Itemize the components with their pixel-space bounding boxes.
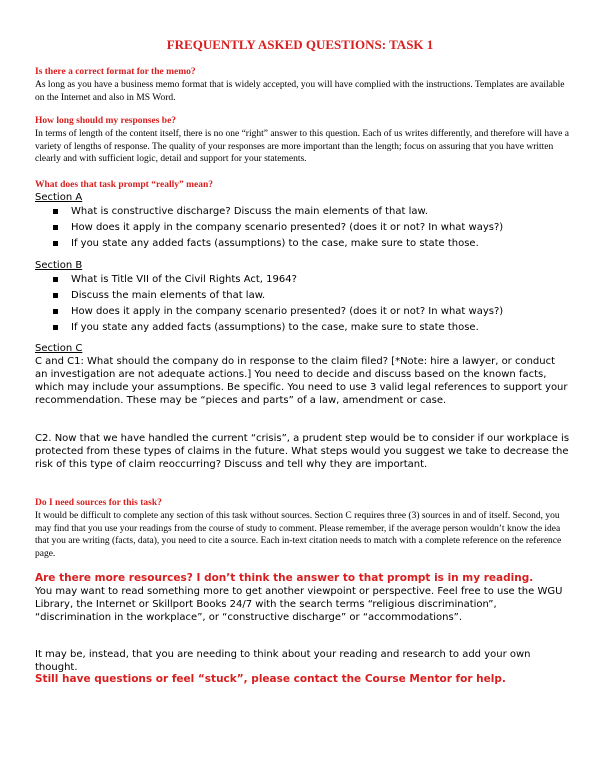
followup-text: It may be, instead, that you are needing to think about your reading and research to add your own thought. (35, 649, 531, 673)
list-item: Discuss the main elements of that law. (51, 288, 503, 304)
list-item: How does it apply in the company scenario presented? (does it or not? In what ways?) (51, 220, 503, 236)
list-item: What is Title VII of the Civil Rights Act, 1964? (51, 272, 503, 288)
list-item: If you state any added facts (assumptions) to the case, make sure to state those. (51, 236, 503, 252)
answer-length: In terms of length of the content itself, there is no one “right” answer to this question. Each of us writes differently, and therefore will have a variety of lengths of response. The quality of your responses are more important than the length; focus on assuring that you have written clearly and with sufficient logic, detail and support for your statements. (35, 129, 569, 164)
section-c1-text: C and C1: What should the company do in response to the claim filed? [*Note: hire a lawyer, or conduct an investigation are not adequate actions.] You need to decide and discuss based on the known facts, which may include your assumptions. Be specific. You need to use 3 valid legal references to support your recommendation. These may be “pieces and parts” of a law, amendment or case. (35, 356, 568, 406)
answer-format: As long as you have a business memo format that is widely accepted, you will have complied with the instructions. Templates are available on the Internet and also in MS Word. (35, 80, 565, 103)
page-title: FREQUENTLY ASKED QUESTIONS: TASK 1 (166, 37, 434, 52)
list-item: If you state any added facts (assumptions) to the case, make sure to state those. (51, 320, 503, 336)
bullet-square-icon (53, 325, 58, 330)
section-a-list (51, 204, 503, 252)
answer-resources: You may want to read something more to get another viewpoint or perspective. Feel free to use the WGU Library, the Internet or Skillport Books 24/7 with the search terms “religious discrimination”, “discrimination in the workplace”, or “constructive discharge” or “accommodations”. (35, 586, 563, 623)
section-b-list (51, 272, 503, 336)
answer-sources: It would be difficult to complete any section of this task without sources. Section C requires three (3) sources in and of itself. Second, you may find that you use your readings from the course of study to comment. Please remember, if the average person wouldn’t know the idea that you are writing (facts, data), you need to cite a source. Each in-text citation needs to match with a complete reference on the reference page. (35, 511, 562, 559)
section-c2-text: C2. Now that we have handled the current “crisis”, a prudent step would be to consider if our workplace is protected from these types of claims in the future. What steps would you suggest we take to decrease the risk of this type of claim reoccurring? Discuss and tell why they are important. (35, 433, 570, 470)
section-b-heading: Section B (35, 260, 83, 271)
list-item: What is constructive discharge? Discuss the main elements of that law. (51, 204, 503, 220)
bullet-square-icon (53, 209, 58, 214)
question-sources: Do I need sources for this task? (35, 498, 162, 508)
question-length: How long should my responses be? (35, 116, 177, 126)
list-item: How does it apply in the company scenario presented? (does it or not? In what ways?) (51, 304, 503, 320)
section-c-heading: Section C (35, 343, 83, 354)
bullet-square-icon (53, 277, 58, 282)
bullet-square-icon (53, 309, 58, 314)
closing-contact-note: Still have questions or feel “stuck”, please contact the Course Mentor for help. (35, 673, 506, 685)
bullet-square-icon (53, 293, 58, 298)
bullet-square-icon (53, 225, 58, 230)
question-resources: Are there more resources? I don’t think the answer to that prompt is in my reading. (35, 572, 534, 584)
question-format: Is there a correct format for the memo? (35, 67, 196, 77)
bullet-square-icon (53, 241, 58, 246)
section-a-heading: Section A (35, 192, 83, 203)
question-task-prompt: What does that task prompt “really” mean? (35, 180, 214, 190)
